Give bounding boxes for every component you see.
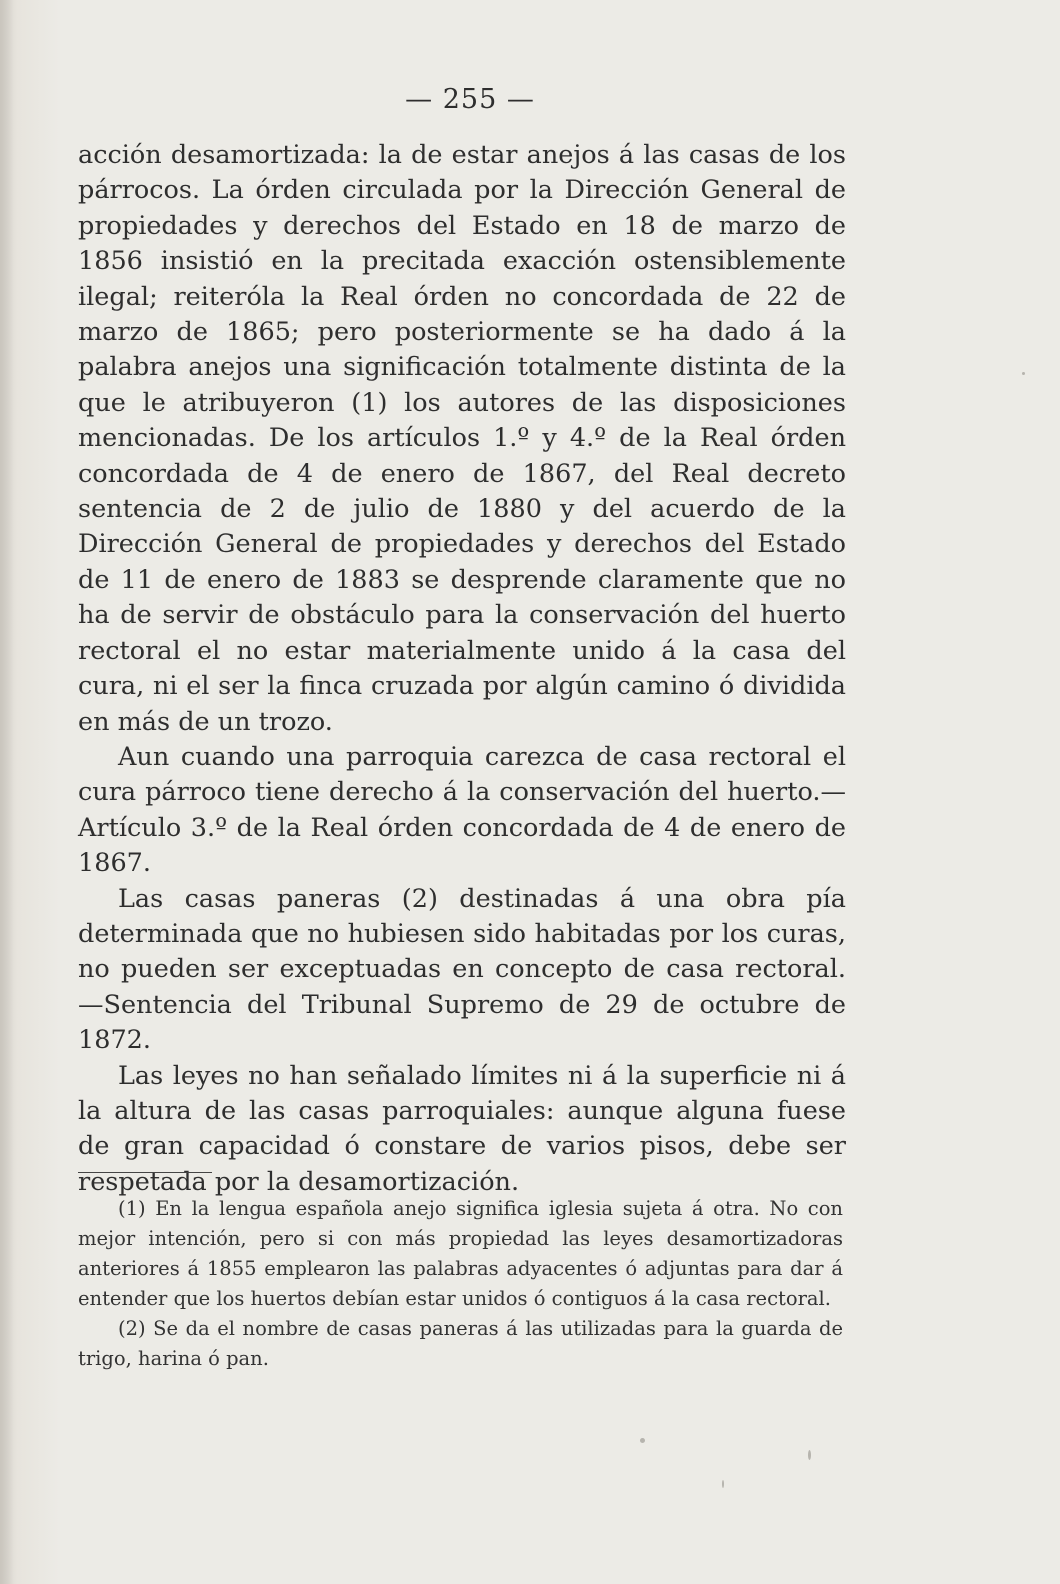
paragraph-4: Las leyes no han señalado límites ni á la superficie ni á la altura de las casas parroquiales: aunque alguna fuese de gran capacidad ó constare de varios pisos, debe ser respetada por la desamortización.: [78, 1060, 846, 1197]
main-text: [78, 138, 846, 1200]
paper-speck: [722, 1480, 724, 1488]
page-number: — 255 —: [405, 84, 535, 115]
paper-speck: [1022, 372, 1025, 375]
paper-speck: [640, 1438, 645, 1443]
binding-shadow: [0, 0, 14, 1584]
paragraph-2: Aun cuando una parroquia carezca de casa rectoral el cura párroco tiene derecho á la conservación del huerto.— Artículo 3.º de la Real órden concordada de 4 de enero de 1867.: [78, 741, 846, 879]
paper-speck: [808, 1450, 811, 1460]
paragraph-3: Las casas paneras (2) destinadas á una obra pía determinada que no hubiesen sido habitadas por los curas, no pueden ser exceptuadas en concepto de casa rectoral.—Sentencia del Tribunal Supremo de 29 de octubre de 1872.: [78, 883, 846, 1056]
footnotes: [78, 1194, 843, 1374]
paragraph-1: acción desamortizada: la de estar anejos á las casas de los párrocos. La órden circulada por la Dirección General de propiedades y derechos del Estado en 18 de marzo de 1856 insistió en la precitada exacción ostensiblemente ilegal; reiteróla la Real órden no concordada de 22 de marzo de 1865; pero posteriormente se ha dado á la palabra anejos una significación totalmente distinta de la que le atribuyeron (1) los autores de las disposiciones mencionadas. De los artículos 1.º y 4.º de la Real órden concordada de 4 de enero de 1867, del Real decreto sentencia de 2 de julio de 1880 y del acuerdo de la Dirección General de propiedades y derechos del Estado de 11 de enero de 1883 se desprende claramente que no ha de servir de obstáculo para la conservación del huerto rectoral el no estar materialmente unido á la casa del cura, ni el ser la finca cruzada por algún camino ó dividida en más de un trozo.: [78, 140, 846, 737]
footnote-2: (2) Se da el nombre de casas paneras á las utilizadas para la guarda de trigo, harina ó pan.: [78, 1317, 843, 1370]
footnote-divider: [78, 1172, 212, 1173]
footnote-1: (1) En la lengua española anejo significa iglesia sujeta á otra. No con mejor intención, pero si con más propiedad las leyes desamortizadoras anteriores á 1855 emplearon las palabras adyacentes ó adjuntas para dar á entender que los huertos debían estar unidos ó contiguos á la casa rectoral.: [78, 1197, 843, 1310]
